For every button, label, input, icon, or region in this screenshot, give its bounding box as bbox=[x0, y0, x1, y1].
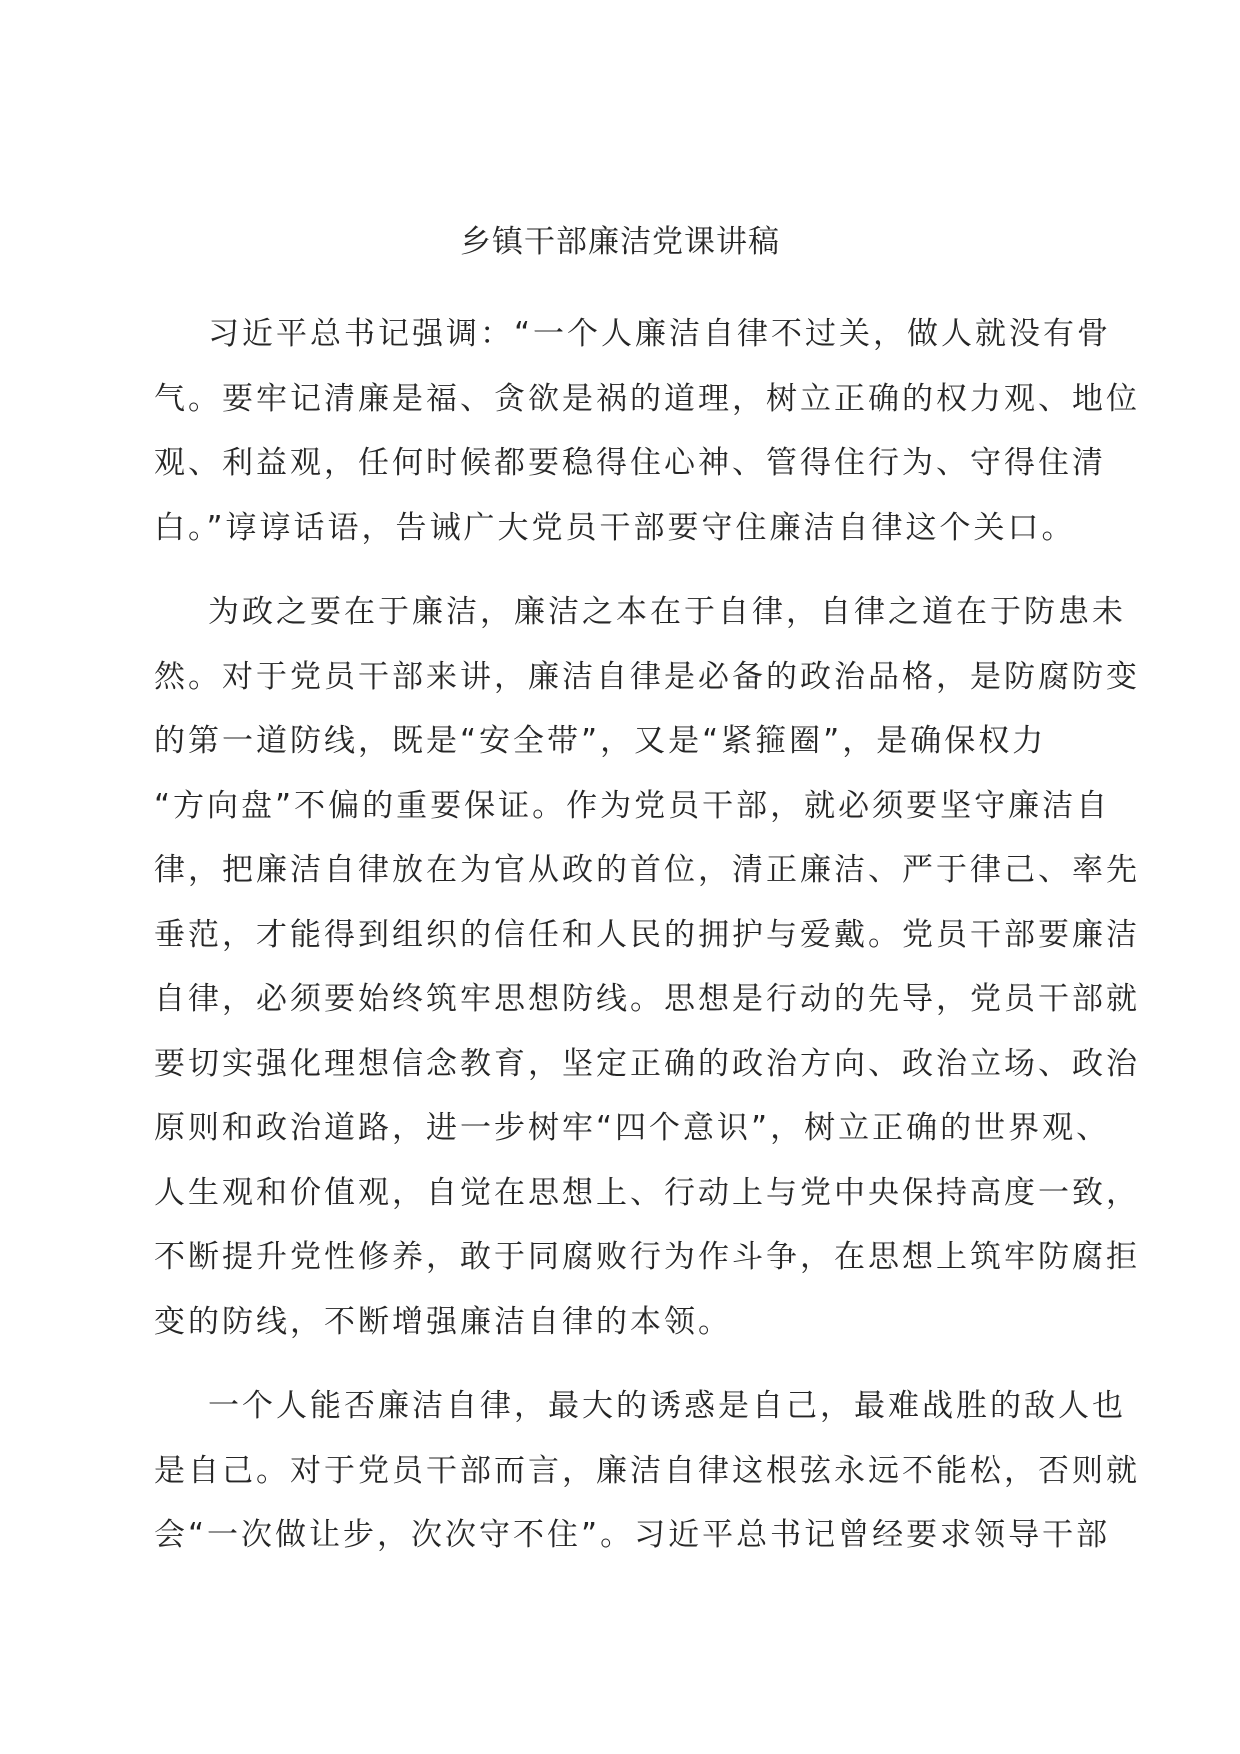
paragraph-line: 然。对于党员干部来讲，廉洁自律是必备的政治品格，是防腐防变 bbox=[154, 658, 1140, 695]
paragraph-line: 原则和政治道路，进一步树牢“四个意识”，树立正确的世界观、 bbox=[154, 1110, 1111, 1146]
paragraph-line: 一个人能否廉洁自律，最大的诱惑是自己，最难战胜的敌人也 bbox=[208, 1388, 1126, 1424]
paragraph-3 bbox=[154, 1374, 1140, 1568]
document-body bbox=[154, 302, 1140, 1588]
paragraph-line: 垂范，才能得到组织的信任和人民的拥护与爱戴。党员干部要廉洁 bbox=[154, 916, 1140, 953]
paragraph-line: 自律，必须要始终筑牢思想防线。思想是行动的先导，党员干部就 bbox=[154, 981, 1140, 1017]
paragraph-line: 不断提升党性修养，敢于同腐败行为作斗争，在思想上筑牢防腐拒 bbox=[154, 1239, 1140, 1275]
paragraph-line: 为政之要在于廉洁，廉洁之本在于自律，自律之道在于防患未 bbox=[208, 594, 1126, 630]
paragraph-line: 要切实强化理想信念教育，坚定正确的政治方向、政治立场、政治 bbox=[154, 1045, 1140, 1082]
paragraph-line: 习近平总书记强调：“一个人廉洁自律不过关，做人就没有骨 bbox=[208, 316, 1112, 352]
paragraph-line: 白。”谆谆话语，告诫广大党员干部要守住廉洁自律这个关口。 bbox=[154, 509, 1076, 546]
paragraph-line: 的第一道防线，既是“安全带”，又是“紧箍圈”，是确保权力 bbox=[154, 723, 1047, 759]
paragraph-line: 变的防线，不断增强廉洁自律的本领。 bbox=[154, 1303, 732, 1340]
paragraph-line: 律，把廉洁自律放在为官从政的首位，清正廉洁、严于律己、率先 bbox=[154, 852, 1140, 888]
paragraph-line: 观、利益观，任何时候都要稳得住心神、管得住行为、守得住清 bbox=[154, 445, 1106, 481]
paragraph-1 bbox=[154, 302, 1140, 560]
paragraph-line: 气。要牢记清廉是福、贪欲是祸的道理，树立正确的权力观、地位 bbox=[154, 380, 1140, 417]
paragraph-line: 是自己。对于党员干部而言，廉洁自律这根弦永远不能松，否则就 bbox=[154, 1452, 1140, 1489]
document-title: 乡镇干部廉洁党课讲稿 bbox=[460, 224, 780, 260]
paragraph-line: 人生观和价值观，自觉在思想上、行动上与党中央保持高度一致， bbox=[154, 1174, 1140, 1211]
paragraph-2 bbox=[154, 580, 1140, 1354]
paragraph-line: 会“一次做让步，次次守不住”。习近平总书记曾经要求领导干部 bbox=[154, 1517, 1111, 1553]
paragraph-line: “方向盘”不偏的重要保证。作为党员干部，就必须要坚守廉洁自 bbox=[154, 787, 1111, 824]
